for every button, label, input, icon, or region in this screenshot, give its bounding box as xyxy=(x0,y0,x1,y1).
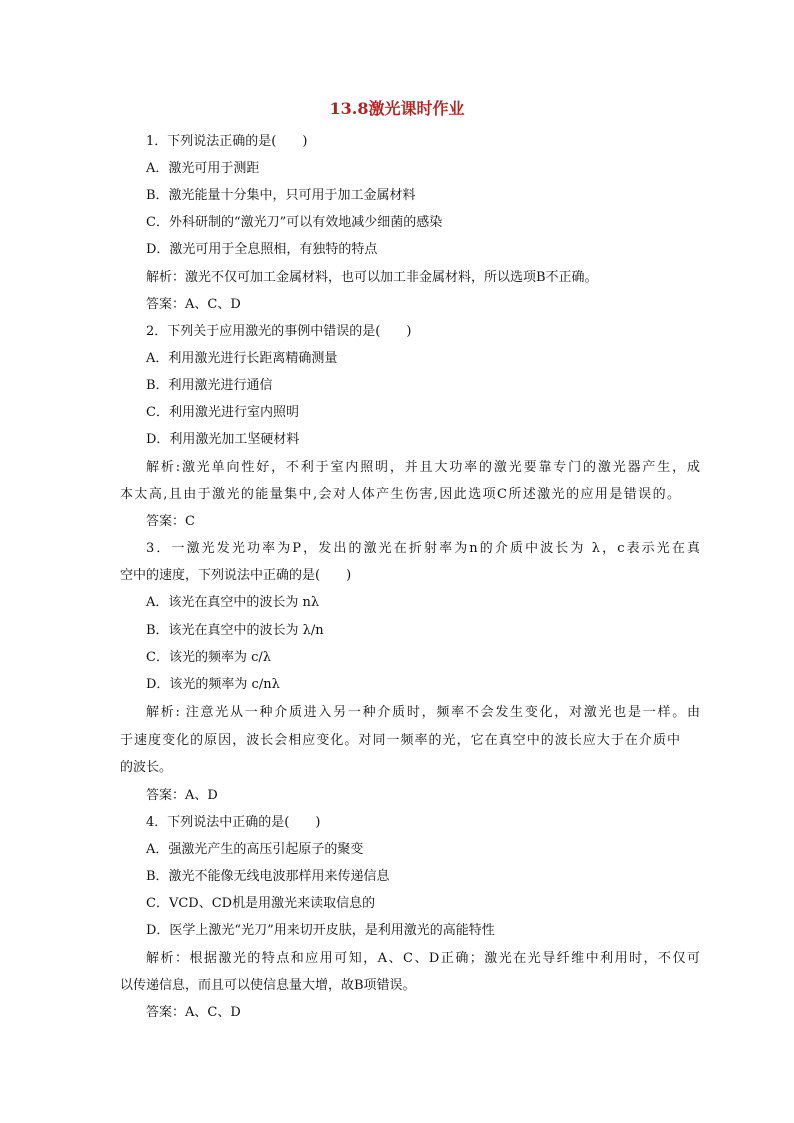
question-4-option-d: D．医学上激光“光刀”用来切开皮肤，是利用激光的高能特性 xyxy=(146,923,495,938)
question-1-answer: 答案：A、C、D xyxy=(146,297,241,312)
question-2-option-b: B．利用激光进行通信 xyxy=(146,378,273,393)
question-1-analysis: 解析：激光不仅可加工金属材料，也可以加工非金属材料，所以选项B不正确。 xyxy=(146,270,598,285)
question-4-analysis-line-1: 解析：根据激光的特点和应用可知，A、C、D正确；激光在光导纤维中利用时，不仅可 xyxy=(146,951,700,966)
question-3-stem-line-2: 空中的速度，下列说法中正确的是( ) xyxy=(120,568,352,583)
question-2-option-d: D．利用激光加工坚硬材料 xyxy=(146,432,300,447)
question-4-option-c: C．VCD、CD机是用激光来读取信息的 xyxy=(146,896,376,911)
question-3-option-d: D．该光的频率为 c/nλ xyxy=(146,677,280,692)
question-2-analysis-line-2: 本太高,且由于激光的能量集中,会对人体产生伤害,因此选项C所述激光的应用是错误的。 xyxy=(120,487,680,502)
question-3-analysis-line-1: 解析: 注意光从一种介质进入另一种介质时，频率不会发生变化，对激光也是一样。由 xyxy=(146,705,700,720)
question-3-analysis-line-3: 的波长。 xyxy=(120,760,173,775)
question-4-answer: 答案：A、C、D xyxy=(146,1005,241,1020)
question-3-stem-line-1: 3．一激光发光功率为P，发出的激光在折射率为n的介质中波长为 λ，c表示光在真 xyxy=(146,541,700,556)
question-3-analysis-line-2: 于速度变化的原因，波长会相应变化。对同一频率的光，它在真空中的波长应大于在介质中 xyxy=(120,733,680,748)
question-1-option-c: C．外科研制的“激光刀”可以有效地减少细菌的感染 xyxy=(146,215,443,230)
question-2-analysis-line-1: 解析:激光单向性好，不利于室内照明，并且大功率的激光要靠专门的激光器产生，成 xyxy=(146,460,700,475)
document-title: 13.8激光课时作业 xyxy=(329,99,465,118)
question-4-stem: 4．下列说法中正确的是( ) xyxy=(146,815,321,830)
question-2-stem: 2．下列关于应用激光的事例中错误的是( ) xyxy=(146,324,412,339)
question-1-option-a: A．激光可用于测距 xyxy=(146,161,260,176)
question-3-option-a: A．该光在真空中的波长为 nλ xyxy=(146,595,320,610)
question-1-option-d: D．激光可用于全息照相，有独特的特点 xyxy=(146,242,378,257)
question-4-option-b: B．激光不能像无线电波那样用来传递信息 xyxy=(146,869,390,884)
question-2-option-a: A．利用激光进行长距离精确测量 xyxy=(146,351,338,366)
question-4-option-a: A．强激光产生的高压引起原子的聚变 xyxy=(146,842,364,857)
question-1-stem: 1．下列说法正确的是( ) xyxy=(146,134,308,149)
question-1-option-b: B．激光能量十分集中，只可用于加工金属材料 xyxy=(146,188,416,203)
question-3-option-c: C．该光的频率为 c/λ xyxy=(146,650,271,665)
question-3-option-b: B．该光在真空中的波长为 λ/n xyxy=(146,623,324,638)
question-2-option-c: C．利用激光进行室内照明 xyxy=(146,405,299,420)
question-4-analysis-line-2: 以传递信息，而且可以使信息量大增，故B项错误。 xyxy=(120,978,416,993)
question-3-answer: 答案：A、D xyxy=(146,788,218,803)
question-2-answer: 答案：C xyxy=(146,514,195,529)
